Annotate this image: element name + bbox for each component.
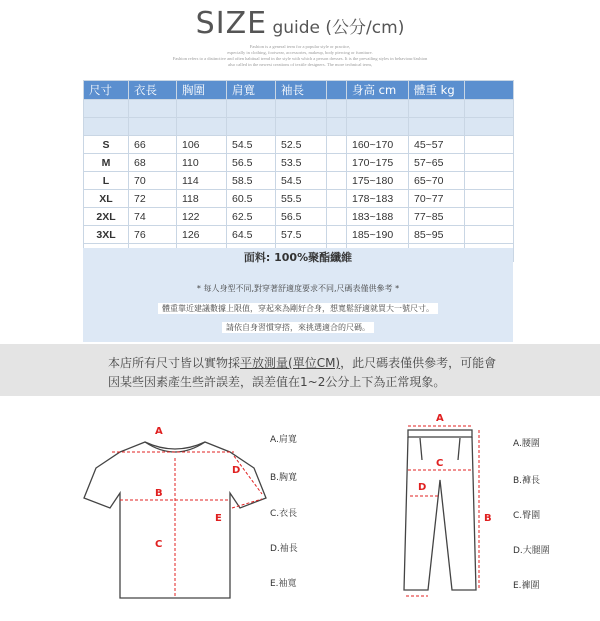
- marker-a: A: [155, 426, 163, 437]
- cell: 57.5: [276, 226, 327, 244]
- cell: [327, 190, 347, 208]
- cell: 55.5: [276, 190, 327, 208]
- title-guide: guide (公分/cm): [267, 18, 405, 38]
- cell: 178~183: [347, 190, 409, 208]
- cell: 45~57: [409, 136, 465, 154]
- header-blank: [327, 81, 347, 100]
- pants-label-c: C.臀圍: [513, 511, 541, 521]
- note-line: * 每人身型不同,對穿著舒適度要求不同,尺碼表僅供參考 *: [196, 284, 400, 293]
- cell: 74: [129, 208, 177, 226]
- pants-marker-d: D: [418, 482, 427, 493]
- cell: [465, 208, 514, 226]
- cell: 85~95: [409, 226, 465, 244]
- header-height: 身高 cm: [347, 81, 409, 100]
- cell: 53.5: [276, 154, 327, 172]
- pants-label-b: B.褲長: [513, 476, 541, 486]
- fineprint-line: Fashion is a general term for a popular style or practice,: [249, 44, 351, 49]
- fineprint-line: also called in the newest creations of textile designers. The more technical term,: [227, 62, 373, 67]
- cell-size: 2XL: [84, 208, 129, 226]
- table-row: [84, 190, 514, 208]
- fineprint-line: Fashion refers to a distinctive and often habitual trend in the style with which a person dresses. It is the prevailing styles in behaviour/fashion: [172, 56, 428, 61]
- cell: 56.5: [227, 154, 276, 172]
- pants-marker-b: B: [484, 513, 492, 524]
- notes-panel: [83, 248, 513, 342]
- disclaimer-line: 因某些因素產生些許誤差，誤差值在1~2公分上下為正常現象。: [108, 375, 446, 389]
- note-line: [83, 303, 513, 314]
- cell: 56.5: [276, 208, 327, 226]
- header-length: 衣長: [129, 81, 177, 100]
- cell: 64.5: [227, 226, 276, 244]
- cell: 68: [129, 154, 177, 172]
- fineprint-block: [60, 44, 540, 68]
- header-blank: [465, 81, 514, 100]
- cell: 160~170: [347, 136, 409, 154]
- cell: [465, 190, 514, 208]
- pants-marker-a: A: [436, 413, 444, 424]
- cell: 126: [177, 226, 227, 244]
- note-line-text: 體重靠近建議數據上限值，穿起來為剛好合身，想寬鬆舒適就買大一號尺寸。: [158, 303, 438, 314]
- cell: [465, 226, 514, 244]
- cell: 52.5: [276, 136, 327, 154]
- cell: [465, 154, 514, 172]
- cell: [465, 172, 514, 190]
- cell: 58.5: [227, 172, 276, 190]
- header-shoulder: 肩寬: [227, 81, 276, 100]
- cell: 62.5: [227, 208, 276, 226]
- table-row: [84, 208, 514, 226]
- table-row: [84, 118, 514, 136]
- table-row: [84, 100, 514, 118]
- page-title: [0, 6, 600, 41]
- disclaimer-line: [108, 354, 496, 371]
- header-size: 尺寸: [84, 81, 129, 100]
- cell-size: L: [84, 172, 129, 190]
- cell-size: XL: [84, 190, 129, 208]
- cell-size: 3XL: [84, 226, 129, 244]
- cell: 70: [129, 172, 177, 190]
- pants-icon: [404, 430, 476, 590]
- pants-label-e: E.褲圍: [513, 581, 540, 591]
- cell: 57~65: [409, 154, 465, 172]
- marker-e: E: [215, 513, 222, 524]
- disclaimer-text: ，此尺碼表僅供參考，可能會: [340, 356, 497, 370]
- fineprint-line: especially in clothing, footwear, accessories, makeup, body piercing or furniture.: [227, 50, 373, 55]
- cell: [327, 136, 347, 154]
- cell: [465, 136, 514, 154]
- cell: [327, 172, 347, 190]
- shirt-label-a: A.肩寬: [270, 435, 297, 445]
- cell: 110: [177, 154, 227, 172]
- table-row: [84, 136, 514, 154]
- marker-c: C: [155, 539, 163, 550]
- disclaimer-band: [0, 344, 600, 396]
- disclaimer-text: 本店所有尺寸皆以實物採: [108, 356, 241, 370]
- cell: 72: [129, 190, 177, 208]
- cell: 122: [177, 208, 227, 226]
- cell: 118: [177, 190, 227, 208]
- shirt-label-d: D.袖長: [270, 544, 298, 554]
- note-line-text: 請依自身習慣穿搭，來挑選適合的尺碼。: [222, 322, 374, 333]
- table-row: [84, 154, 514, 172]
- cell: 54.5: [227, 136, 276, 154]
- cell: 175~180: [347, 172, 409, 190]
- cell: 170~175: [347, 154, 409, 172]
- fabric-text: 面料: 100%聚酯纖維: [243, 251, 353, 264]
- cell: 183~188: [347, 208, 409, 226]
- pants-measure-lines: [406, 426, 479, 596]
- cell: 70~77: [409, 190, 465, 208]
- shirt-label-c: C.衣長: [270, 509, 298, 519]
- pants-marker-c: C: [436, 458, 444, 469]
- header-chest: 胸圍: [177, 81, 227, 100]
- cell: 76: [129, 226, 177, 244]
- cell: 77~85: [409, 208, 465, 226]
- pants-label-a: A.腰圍: [513, 439, 540, 449]
- size-table: [83, 80, 514, 262]
- marker-d: D: [232, 465, 241, 476]
- table-row: [84, 172, 514, 190]
- note-line: [83, 322, 513, 333]
- header-sleeve: 袖長: [276, 81, 327, 100]
- cell: [327, 208, 347, 226]
- shirt-label-e: E.袖寬: [270, 579, 297, 589]
- cell: 185~190: [347, 226, 409, 244]
- header-weight: 體重 kg: [409, 81, 465, 100]
- cell-size: M: [84, 154, 129, 172]
- cell: 114: [177, 172, 227, 190]
- shirt-label-b: B.胸寬: [270, 473, 298, 483]
- pants-label-d: D.大腿圍: [513, 546, 550, 556]
- tshirt-diagram: [0, 400, 600, 621]
- cell: 65~70: [409, 172, 465, 190]
- cell: 54.5: [276, 172, 327, 190]
- table-header-row: [84, 81, 514, 100]
- marker-b: B: [155, 488, 163, 499]
- cell: [327, 226, 347, 244]
- cell: [327, 154, 347, 172]
- cell: 60.5: [227, 190, 276, 208]
- cell-size: S: [84, 136, 129, 154]
- cell: 66: [129, 136, 177, 154]
- table-row: [84, 226, 514, 244]
- title-size: SIZE: [195, 6, 268, 41]
- disclaimer-underline: 平放測量(單位CM): [240, 356, 341, 370]
- cell: 106: [177, 136, 227, 154]
